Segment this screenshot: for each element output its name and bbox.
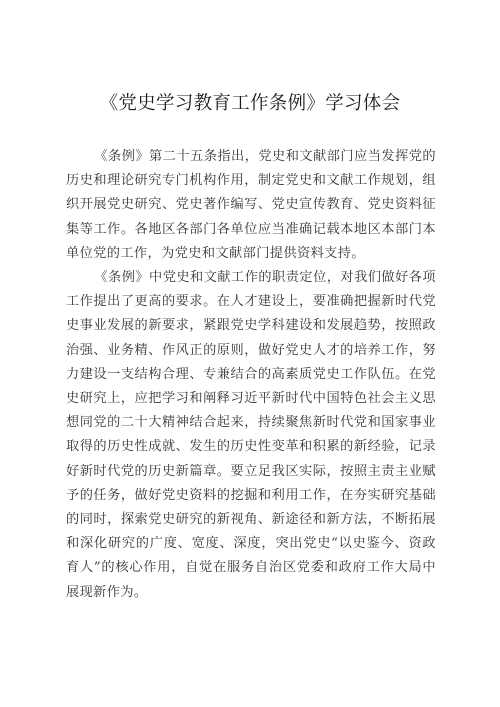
paragraph-1: 《条例》第二十五条指出，党史和文献部门应当发挥党的历史和理论研究专门机构作用，制定党史和文献工作规划，组织开展党史研究、党史著作编写、党史宣传教育、党史资料征集等工作。各地区各部门各单位应当准确记载本地区本部门本单位党的工作，为党史和文献部门提供资料支持。 — [66, 149, 436, 261]
document-body — [66, 145, 436, 605]
paragraph-2: 《条例》中党史和文献工作的职责定位，对我们做好各项工作提出了更高的要求。在人才建设上，要准确把握新时代党史事业发展的新要求，紧跟党史学科建设和发展趋势，按照政治强、业务精、作风正的原则，做好党史人才的培养工作，努力建设一支结构合理、专兼结合的高素质党史工作队伍。在党史研究上，应把学习和阐释习近平新时代中国特色社会主义思想同党的二十大精神结合起来，持续聚焦新时代党和国家事业取得的历史性成就、发生的历史性变革和积累的新经验，记录好新时代党的历史新篇章。要立足我区实际，按照主责主业赋予的任务，做好党史资料的挖掘和利用工作，在夯实研究基础的同时，探索党史研究的新视角、新途径和新方法，不断拓展和深化研究的广度、宽度、深度，突出党史“以史鉴今、资政育人”的核心作用，自觉在服务自治区党委和政府工作大局中展现新作为。 — [66, 270, 436, 600]
document-title: 《党史学习教育工作条例》学习体会 — [99, 93, 401, 114]
